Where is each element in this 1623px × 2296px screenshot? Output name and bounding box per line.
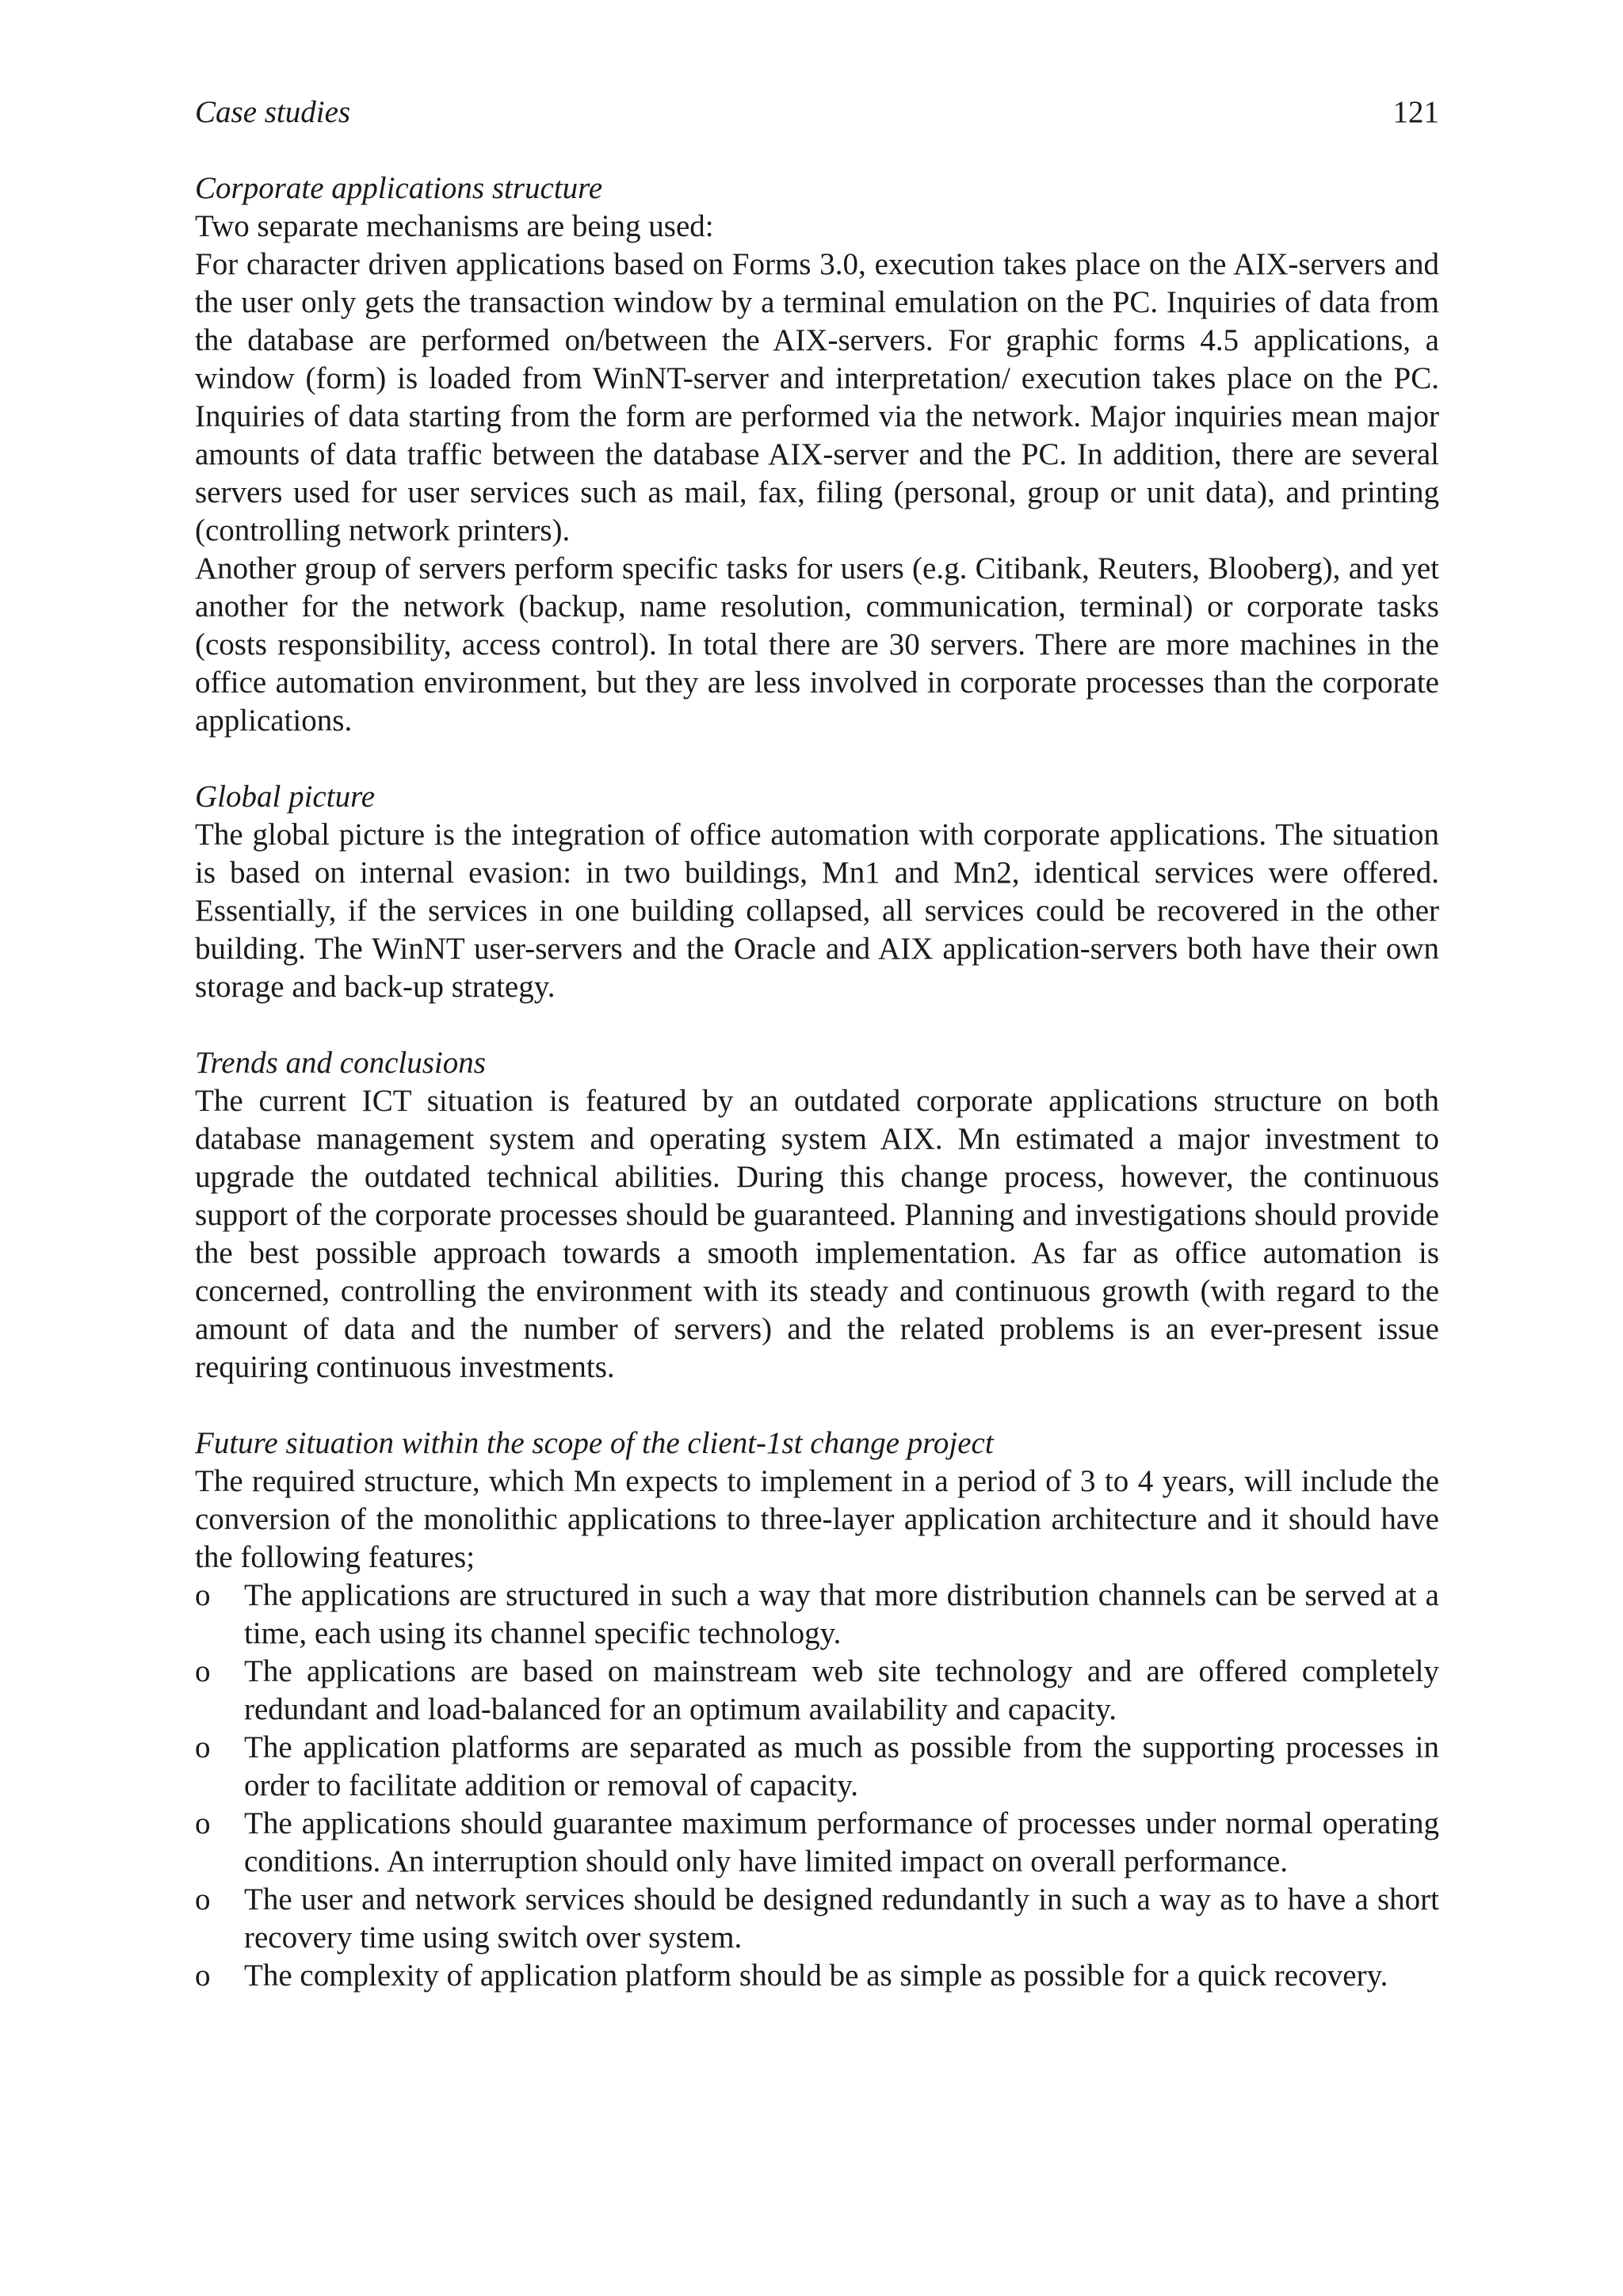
bullet-marker: o <box>195 1578 211 1612</box>
list-item-text: The applications should guarantee maximum performance of processes under normal operating conditions. An interruption should only have limited impact on overall performance. <box>244 1806 1439 1878</box>
list-item <box>195 1957 1439 1995</box>
section-title: Corporate applications structure <box>195 171 603 205</box>
list-item-text: The complexity of application platform should be as simple as possible for a quick recovery. <box>244 1958 1388 1993</box>
paragraph: The global picture is the integration of office automation with corporate applications. The situation is based on internal evasion: in two buildings, Mn1 and Mn2, identical services were offered. Essentially, if the services in one building collapsed, all services could be recovered in the other building. The WinNT user-servers and the Oracle and AIX application-servers both have their own storage and back-up strategy. <box>195 818 1439 1004</box>
list-item <box>195 1881 1439 1957</box>
bullet-marker: o <box>195 1806 211 1840</box>
section-corporate-applications-structure <box>195 170 1439 740</box>
bullet-marker: o <box>195 1882 211 1917</box>
section-future-situation <box>195 1425 1439 1995</box>
paragraph: Two separate mechanisms are being used: <box>195 209 714 243</box>
running-header <box>195 93 1439 132</box>
running-title: Case studies <box>195 95 351 129</box>
list-item <box>195 1577 1439 1653</box>
bullet-marker: o <box>195 1730 211 1764</box>
document-page <box>195 93 1439 2033</box>
page-number: 121 <box>1392 95 1439 129</box>
list-item-text: The user and network services should be designed redundantly in such a way as to have a short recovery time using switch over system. <box>244 1882 1439 1955</box>
list-item-text: The application platforms are separated as much as possible from the supporting processes in order to facilitate addition or removal of capacity. <box>244 1730 1439 1802</box>
list-item <box>195 1729 1439 1805</box>
section-trends-and-conclusions <box>195 1044 1439 1386</box>
paragraph: The current ICT situation is featured by an outdated corporate applications structure on both database management system and operating system AIX. Mn estimated a major investment to upgrade the outdated technical abilities. During this change process, however, the continuous support of the corporate processes should be guaranteed. Planning and investigations should provide the best possible approach towards a smooth implementation. As far as office automation is concerned, controlling the environment with its steady and continuous growth (with regard to the amount of data and the number of servers) and the related problems is an ever-present issue requiring continuous investments. <box>195 1084 1439 1384</box>
paragraph: Another group of servers perform specific tasks for users (e.g. Citibank, Reuters, Blooberg), and yet another for the network (backup, name resolution, communication, terminal) or corporate tasks (costs responsibility, access control). In total there are 30 servers. There are more machines in the office automation environment, but they are less involved in corporate processes than the corporate applications. <box>195 551 1439 738</box>
feature-list <box>195 1577 1439 1995</box>
bullet-marker: o <box>195 1958 211 1993</box>
list-item-text: The applications are structured in such a way that more distribution channels can be served at a time, each using its channel specific technology. <box>244 1578 1439 1650</box>
list-item-text: The applications are based on mainstream web site technology and are offered completely redundant and load-balanced for an optimum availability and capacity. <box>244 1654 1439 1726</box>
section-title: Global picture <box>195 780 376 814</box>
list-item <box>195 1805 1439 1881</box>
section-global-picture <box>195 778 1439 1006</box>
paragraph: For character driven applications based on Forms 3.0, execution takes place on the AIX-servers and the user only gets the transaction window by a terminal emulation on the PC. Inquiries of data from the database are performed on/between the AIX-servers. For graphic forms 4.5 applications, a window (form) is loaded from WinNT-server and interpretation/ execution takes place on the PC. Inquiries of data starting from the form are performed via the network. Major inquiries mean major amounts of data traffic between the database AIX-server and the PC. In addition, there are several servers used for user services such as mail, fax, filing (personal, group or unit data), and printing (controlling network printers). <box>195 247 1439 547</box>
section-title: Trends and conclusions <box>195 1046 486 1080</box>
section-title: Future situation within the scope of the client-1st change project <box>195 1426 994 1460</box>
bullet-marker: o <box>195 1654 211 1688</box>
paragraph: The required structure, which Mn expects to implement in a period of 3 to 4 years, will include the conversion of the monolithic applications to three-layer application architecture and it should have the following features; <box>195 1464 1439 1574</box>
list-item <box>195 1653 1439 1729</box>
